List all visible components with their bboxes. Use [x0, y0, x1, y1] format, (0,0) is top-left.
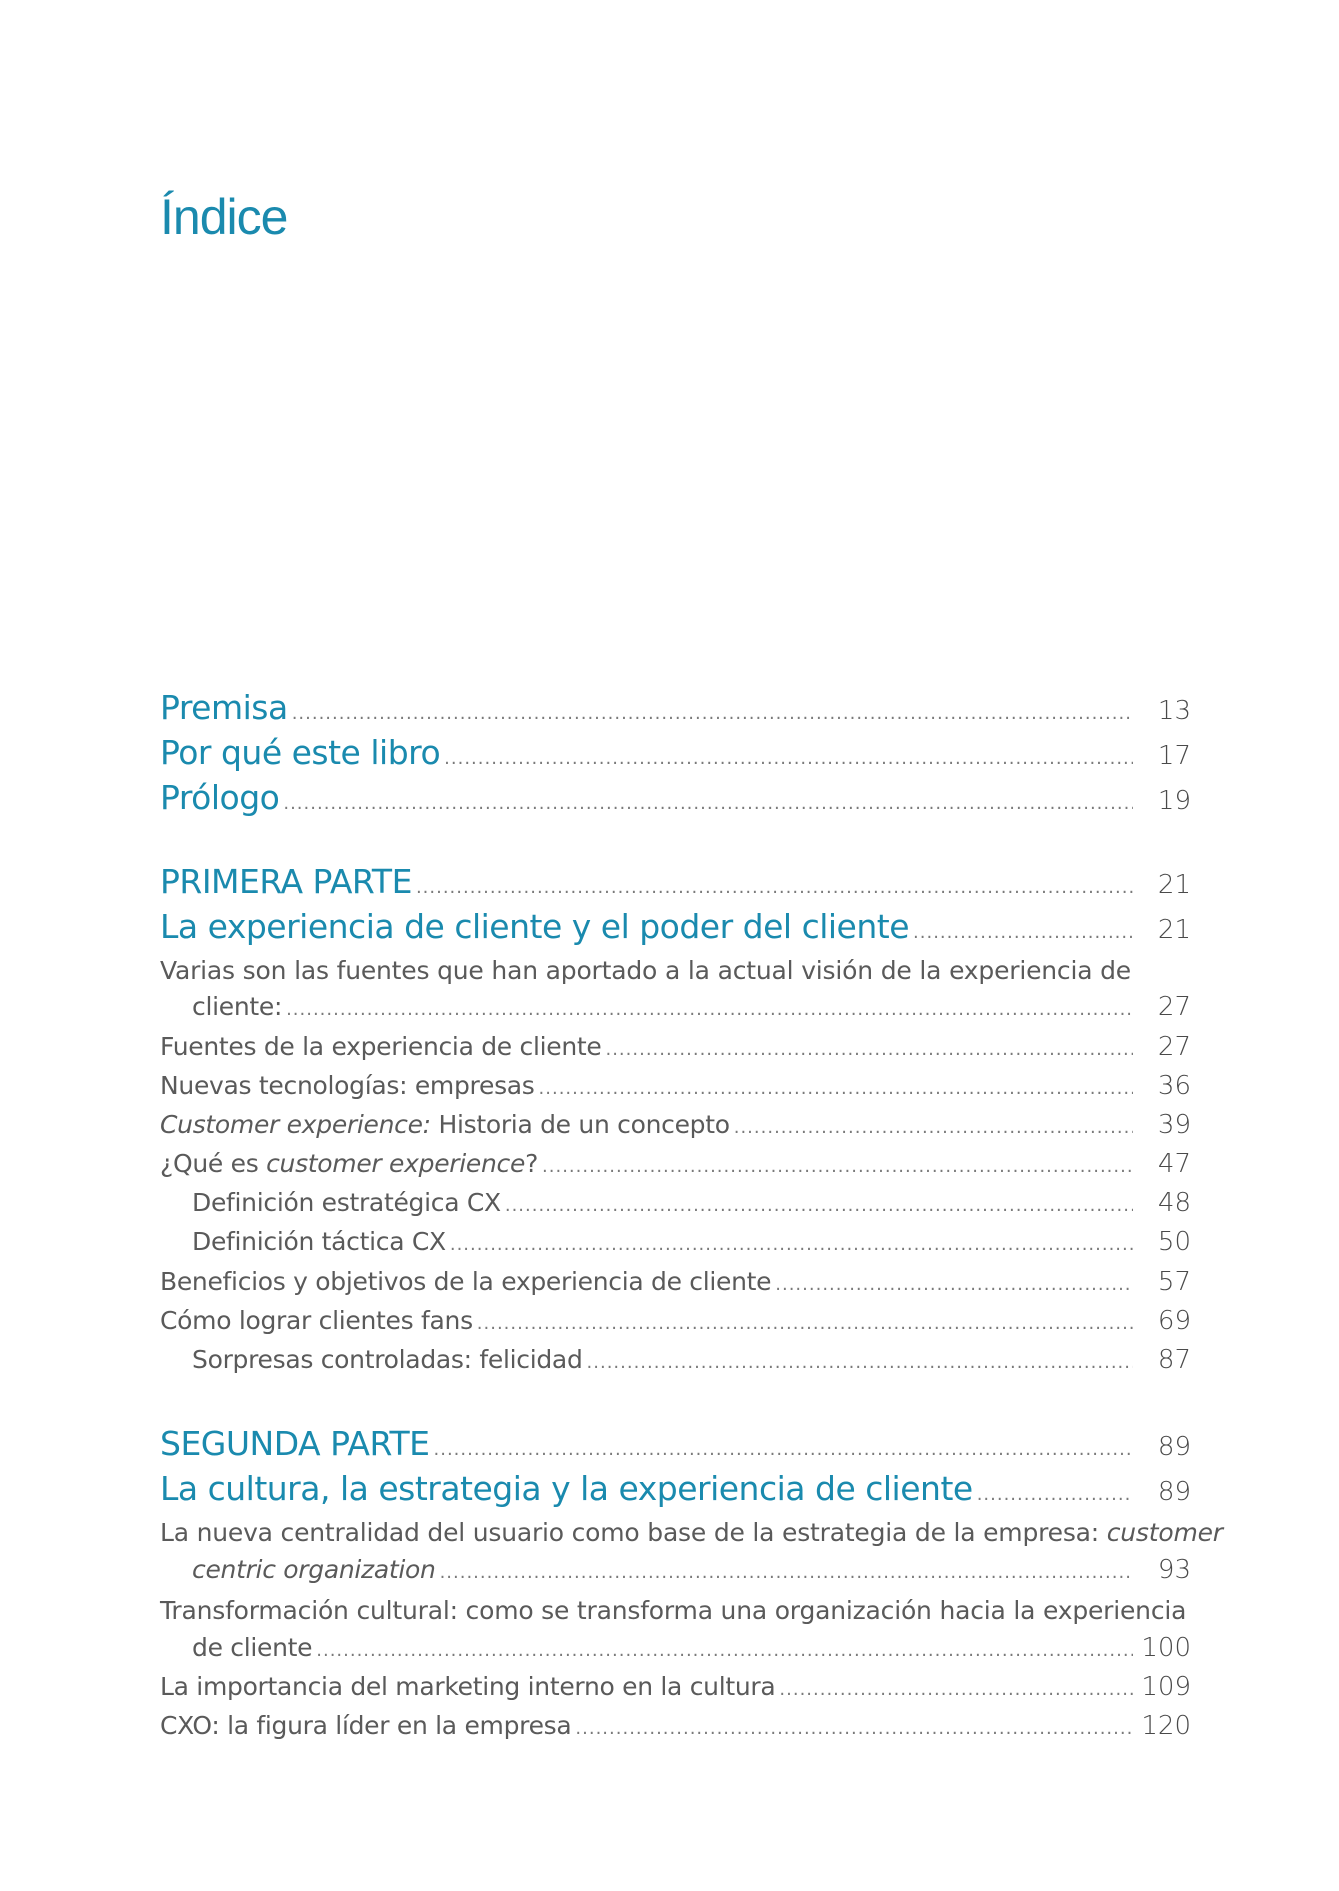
- toc-page-number: 100: [1141, 1633, 1191, 1663]
- toc-entry-fuentes[interactable]: [160, 1032, 1191, 1062]
- toc-entry-italic: Customer experience:: [160, 1110, 431, 1139]
- dot-leader: [913, 924, 1133, 942]
- toc-entry-varias-line1[interactable]: Varias son las fuentes que han aportado a la actual visión de la experiencia de: [160, 956, 1131, 985]
- toc-entry-label: cliente:: [192, 992, 283, 1021]
- dot-leader: [775, 1276, 1133, 1294]
- toc-entry-label: La experiencia de cliente y el poder del cliente: [160, 907, 910, 946]
- dot-leader: [587, 1354, 1133, 1372]
- dot-leader: [434, 1441, 1133, 1459]
- toc-entry-italic: centric organization: [192, 1555, 436, 1584]
- toc-entry-label: CXO: la figura líder en la empresa: [160, 1711, 572, 1740]
- toc-entry-nueva-line2[interactable]: [160, 1555, 1191, 1585]
- toc-entry-premisa[interactable]: [160, 688, 1191, 727]
- toc-page-number: 57: [1157, 1267, 1191, 1297]
- toc-page-number: 39: [1157, 1110, 1191, 1140]
- toc-entry-label: Definición estratégica CX: [192, 1188, 501, 1217]
- toc-entry-varias-line2[interactable]: [160, 992, 1191, 1022]
- toc-entry-def-estrategica[interactable]: [160, 1188, 1191, 1218]
- page-title: Índice: [160, 189, 288, 245]
- dot-leader: [539, 1080, 1133, 1098]
- toc-entry-customer-experience[interactable]: [160, 1110, 1191, 1140]
- toc-page-number: 27: [1157, 992, 1191, 1022]
- toc-page-number: 69: [1157, 1306, 1191, 1336]
- toc-page-number: 50: [1157, 1227, 1191, 1257]
- dot-leader: [286, 1001, 1133, 1019]
- dot-leader: [440, 1564, 1133, 1582]
- dot-leader: [444, 750, 1133, 768]
- toc-entry-italic: customer: [1106, 1518, 1223, 1547]
- toc-page-number: 120: [1141, 1711, 1191, 1741]
- dot-leader: [316, 1642, 1133, 1660]
- toc-page-number: 93: [1157, 1555, 1191, 1585]
- toc-entry-nuevas[interactable]: [160, 1071, 1191, 1101]
- toc-entry-label: Prólogo: [160, 778, 280, 817]
- toc-page-number: 89: [1157, 1477, 1191, 1507]
- toc-entry-label-post: ?: [525, 1149, 539, 1178]
- dot-leader: [605, 1041, 1133, 1059]
- toc-entry-italic: customer experience: [266, 1149, 526, 1178]
- toc-entry-transformacion-line2[interactable]: [160, 1633, 1191, 1663]
- toc-entry-label: [160, 1149, 538, 1178]
- dot-leader: [779, 1681, 1133, 1699]
- dot-leader: [977, 1486, 1133, 1504]
- toc-page-number: 19: [1157, 786, 1191, 816]
- toc-entry-label: [160, 1110, 730, 1139]
- toc-entry-label-pre: ¿Qué es: [160, 1149, 267, 1178]
- toc-page-number: 87: [1157, 1345, 1191, 1375]
- toc-entry-beneficios[interactable]: [160, 1267, 1191, 1297]
- toc-entry-label: Por qué este libro: [160, 733, 441, 772]
- toc-entry-sorpresas[interactable]: [160, 1345, 1191, 1375]
- toc-entry-label: PRIMERA PARTE: [160, 862, 412, 901]
- toc-entry-segunda-titulo[interactable]: [160, 1469, 1191, 1508]
- toc-page-number: 13: [1157, 696, 1191, 726]
- toc-page-number: 109: [1141, 1672, 1191, 1702]
- toc-entry-label: Cómo lograr clientes fans: [160, 1306, 473, 1335]
- toc-page-number: 21: [1157, 915, 1191, 945]
- toc-entry-label: Beneficios y objetivos de la experiencia de cliente: [160, 1267, 772, 1296]
- toc-entry-label-pre: La nueva centralidad del usuario como base de la estrategia de la empresa:: [160, 1518, 1107, 1547]
- toc-entry-label: La cultura, la estrategia y la experiencia de cliente: [160, 1469, 973, 1508]
- toc-entry-prologo[interactable]: [160, 778, 1191, 817]
- toc-entry-nueva-line1[interactable]: [160, 1518, 1223, 1547]
- toc-entry-label: Sorpresas controladas: felicidad: [192, 1345, 583, 1374]
- toc-entry-como-lograr[interactable]: [160, 1306, 1191, 1336]
- toc-entry-primera-parte[interactable]: [160, 862, 1191, 901]
- toc-entry-label: La importancia del marketing interno en la cultura: [160, 1672, 776, 1701]
- toc-entry-importancia[interactable]: [160, 1672, 1191, 1702]
- toc-entry-transformacion-line1[interactable]: Transformación cultural: como se transforma una organización hacia la experiencia: [160, 1596, 1187, 1625]
- toc-page-number: 27: [1157, 1032, 1191, 1062]
- dot-leader: [292, 705, 1133, 723]
- dot-leader: [505, 1197, 1133, 1215]
- toc-page-number: 21: [1157, 870, 1191, 900]
- toc-entry-label: [160, 1555, 436, 1584]
- dot-leader: [542, 1158, 1133, 1176]
- dot-leader: [416, 879, 1133, 897]
- dot-leader: [734, 1119, 1133, 1137]
- toc-entry-label: Definición táctica CX: [192, 1227, 446, 1256]
- toc-entry-label: Nuevas tecnologías: empresas: [160, 1071, 535, 1100]
- dot-leader: [575, 1720, 1133, 1738]
- toc-entry-label: SEGUNDA PARTE: [160, 1424, 430, 1463]
- dot-leader: [283, 795, 1133, 813]
- toc-entry-label: Fuentes de la experiencia de cliente: [160, 1032, 602, 1061]
- toc-page-number: 89: [1157, 1432, 1191, 1462]
- dot-leader: [477, 1315, 1133, 1333]
- toc-entry-por-que[interactable]: [160, 733, 1191, 772]
- toc-entry-label: de cliente: [192, 1633, 313, 1662]
- dot-leader: [450, 1236, 1133, 1254]
- toc-entry-label-rest: Historia de un concepto: [430, 1110, 730, 1139]
- toc-page-number: 36: [1157, 1071, 1191, 1101]
- toc-entry-cxo[interactable]: [160, 1711, 1191, 1741]
- toc-entry-segunda-parte[interactable]: [160, 1424, 1191, 1463]
- toc-entry-def-tactica[interactable]: [160, 1227, 1191, 1257]
- toc-entry-primera-titulo[interactable]: [160, 907, 1191, 946]
- toc-page-number: 48: [1157, 1188, 1191, 1218]
- toc-entry-que-es[interactable]: [160, 1149, 1191, 1179]
- toc-page-number: 47: [1157, 1149, 1191, 1179]
- toc-page-number: 17: [1157, 741, 1191, 771]
- toc-entry-label: Premisa: [160, 688, 288, 727]
